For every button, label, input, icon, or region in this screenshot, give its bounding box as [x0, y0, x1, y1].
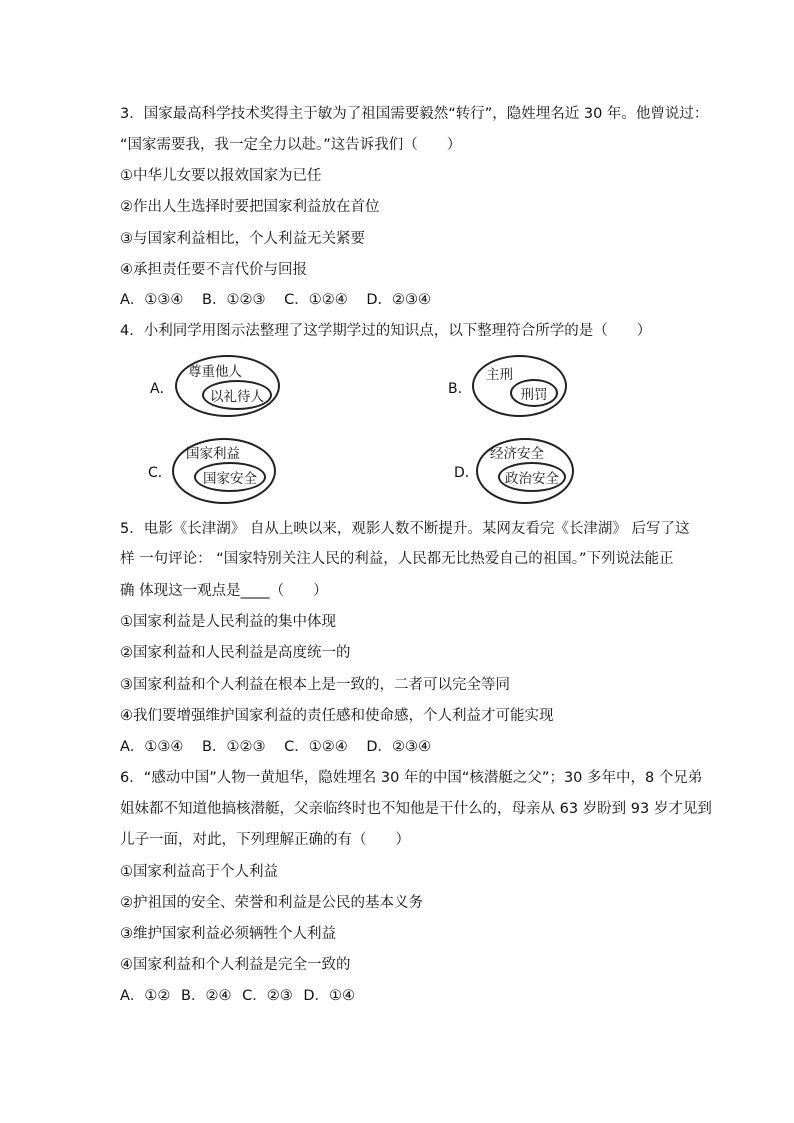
q3-stem-line-1: 3．国家最高科学技术奖得主于敏为了祖国需要毅然“转行”，隐姓埋名近 30 年。他曾说过：: [120, 106, 709, 122]
q4-diagram-a-inner-ellipse: [202, 380, 272, 410]
q4-diagram-b-inner-label: 刑罚: [520, 387, 548, 403]
q4-diagram-c-inner-label: 国家安全: [203, 471, 257, 487]
q4-diagram-d[interactable]: [454, 438, 579, 504]
q5-statement-4: ④我们要增强维护国家利益的责任感和使命感，个人利益才可能实现: [120, 708, 554, 724]
q3-statement-3: ③与国家利益相比，个人利益无关紧要: [120, 231, 365, 247]
q4-stem: 4．小利同学用图示法整理了这学期学过的知识点，以下整理符合所学的是（ ）: [120, 323, 652, 339]
q6-statement-2: ②护祖国的安全、荣誉和利益是公民的基本义务: [120, 895, 423, 911]
q6-option-d[interactable]: D．①④: [303, 988, 355, 1004]
q6-statement-4: ④国家利益和个人利益是完全一致的: [120, 957, 351, 973]
q3-option-b[interactable]: B．①②③: [202, 292, 266, 308]
q4-diagram-a[interactable]: [150, 355, 300, 417]
q4-diagram-c-letter: C．: [148, 465, 172, 481]
q5-options: [120, 737, 445, 757]
q6-statement-1: ①国家利益高于个人利益: [120, 864, 278, 880]
q5-option-a[interactable]: A．①③④: [120, 739, 184, 755]
q4-diagram-d-outer-label: 经济安全: [490, 446, 544, 462]
q5-stem-line-2: 样 一句评论： “国家特别关注人民的利益，人民都无比热爱自己的祖国。”下列说法能正: [120, 551, 674, 567]
q5-option-c[interactable]: C．①②④: [284, 739, 348, 755]
q5-option-b[interactable]: B．①②③: [202, 739, 266, 755]
q6-stem-line-2: 姐妹都不知道他搞核潜艇，父亲临终时也不知他是干什么的，母亲从 63 岁盼到 93 岁才见到: [120, 801, 712, 817]
q4-diagram-c-outer-label: 国家利益: [186, 446, 240, 462]
q3-option-d[interactable]: D．②③④: [366, 292, 431, 308]
q3-statement-1: ①中华儿女要以报效国家为已任: [120, 168, 322, 184]
q5-statement-2: ②国家利益和人民利益是高度统一的: [120, 645, 351, 661]
q4-diagram-b-outer-label: 主刑: [486, 367, 513, 383]
q3-option-a[interactable]: A．①③④: [120, 292, 184, 308]
q4-diagram-b-inner-ellipse: [510, 379, 558, 407]
q6-stem-line-1: 6．“感动中国”人物一黄旭华，隐姓埋名 30 年的中国“核潜艇之父”；30 多年中，8 个兄弟: [120, 770, 703, 786]
q4-diagram-b[interactable]: [448, 355, 578, 417]
q6-statement-3: ③维护国家利益必须辆牲个人利益: [120, 926, 336, 942]
q4-diagram-d-inner-label: 政治安全: [505, 471, 559, 487]
q3-option-c[interactable]: C．①②④: [284, 292, 348, 308]
q5-statement-1: ①国家利益是人民利益的集中体现: [120, 614, 336, 630]
q4-diagram-a-outer-label: 尊重他人: [188, 364, 242, 380]
q4-diagram-b-letter: B．: [448, 381, 472, 397]
q3-stem-line-2: “国家需要我，我一定全力以赴。”这告诉我们（ ）: [120, 137, 462, 153]
q6-option-a[interactable]: A．①②: [120, 988, 171, 1004]
q4-diagram-d-inner-ellipse: [498, 462, 566, 492]
q5-stem-line-1: 5．电影《长津湖》 自从上映以来，观影人数不断提升。某网友看完《长津湖》 后写了这: [120, 521, 690, 537]
q6-option-b[interactable]: B．②④: [181, 988, 232, 1004]
q4-diagram-c-inner-ellipse: [194, 462, 266, 492]
q4-diagram-a-letter: A．: [150, 381, 174, 397]
q3-options: [120, 290, 445, 310]
q3-statement-2: ②作出人生选择时要把国家利益放在首位: [120, 199, 380, 215]
q5-option-d[interactable]: D．②③④: [366, 739, 431, 755]
q5-stem-line-3: 确 体现这一观点是____（ ）: [120, 583, 328, 599]
q4-diagram-d-letter: D．: [454, 465, 479, 481]
q4-diagram-a-inner-label: 以礼待人: [210, 389, 264, 405]
q5-statement-3: ③国家利益和个人利益在根本上是一致的，二者可以完全等同: [120, 677, 510, 693]
q4-diagram-c[interactable]: [148, 438, 288, 504]
q6-option-c[interactable]: C．②③: [242, 988, 293, 1004]
q6-options: [120, 986, 361, 1006]
q6-stem-line-3: 儿子一面，对此，下列理解正确的有（ ）: [120, 832, 410, 848]
q3-statement-4: ④承担责任要不言代价与回报: [120, 262, 307, 278]
